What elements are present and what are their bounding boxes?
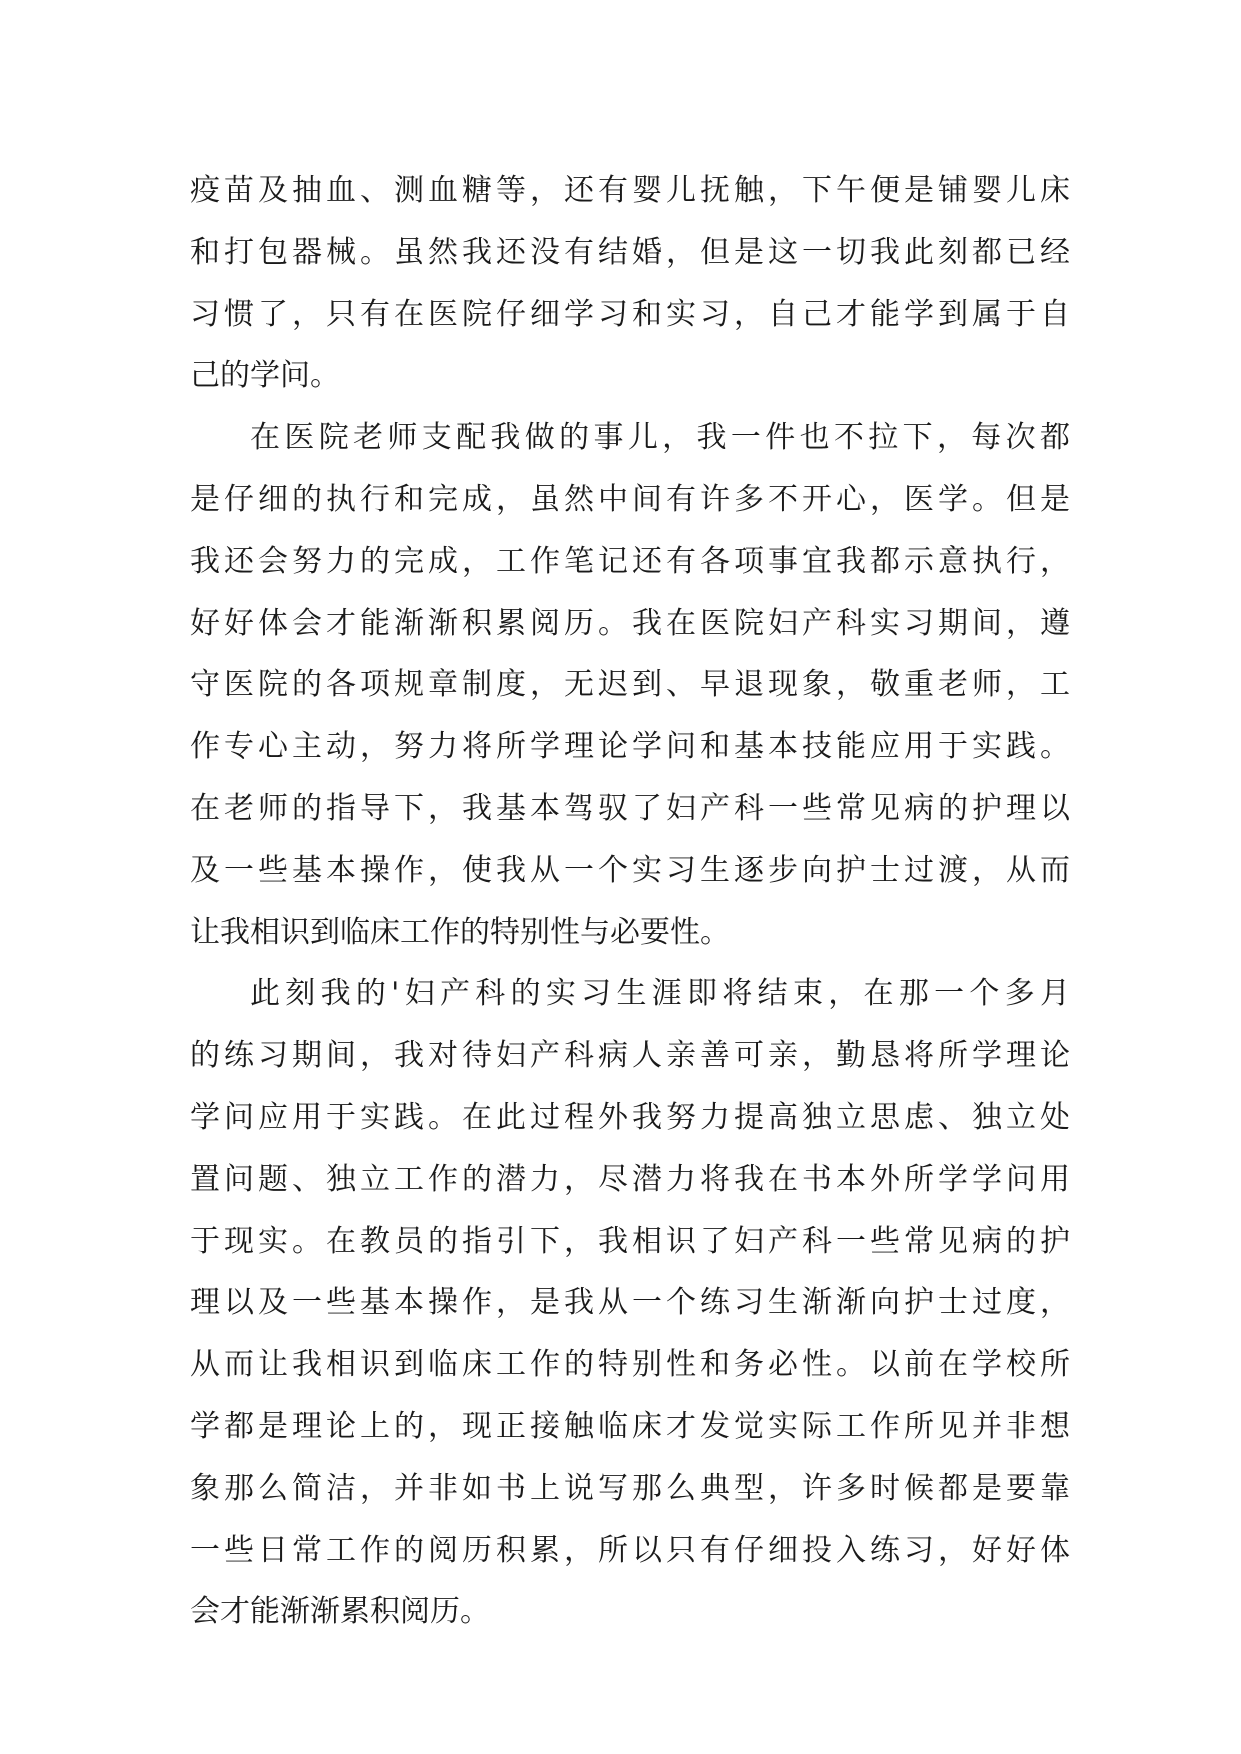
paragraph-3 [190, 963, 1070, 1643]
text-line: 会才能渐渐累积阅历。 [190, 1594, 490, 1630]
paragraph-1 [190, 160, 1070, 407]
text-line: 理以及一些基本操作，是我从一个练习生渐渐向护士过度， [190, 1285, 1070, 1321]
text-line: 作专心主动，努力将所学理论学问和基本技能应用于实践。 [190, 729, 1070, 765]
text-line: 让我相识到临床工作的特别性与必要性。 [190, 914, 730, 950]
text-line: 一些日常工作的阅历积累，所以只有仔细投入练习，好好体 [190, 1532, 1070, 1568]
text-line: 好好体会才能渐渐积累阅历。我在医院妇产科实习期间，遵 [190, 605, 1070, 641]
text-line: 和打包器械。虽然我还没有结婚，但是这一切我此刻都已经 [190, 234, 1070, 270]
text-line: 我还会努力的完成，工作笔记还有各项事宜我都示意执行， [190, 543, 1070, 579]
text-line: 象那么简洁，并非如书上说写那么典型，许多时候都是要靠 [190, 1470, 1070, 1506]
text-line: 在医院老师支配我做的事儿，我一件也不拉下，每次都 [250, 420, 1070, 456]
text-line: 及一些基本操作，使我从一个实习生逐步向护士过渡，从而 [190, 852, 1070, 888]
text-line: 在老师的指导下，我基本驾驭了妇产科一些常见病的护理以 [190, 790, 1070, 826]
text-line: 从而让我相识到临床工作的特别性和务必性。以前在学校所 [190, 1347, 1070, 1383]
body-text [190, 160, 1070, 1643]
text-line: 学都是理论上的，现正接触临床才发觉实际工作所见并非想 [190, 1408, 1070, 1444]
text-line: 守医院的各项规章制度，无迟到、早退现象，敬重老师，工 [190, 667, 1070, 703]
text-line: 的练习期间，我对待妇产科病人亲善可亲，勤恳将所学理论 [190, 1038, 1070, 1074]
text-line: 置问题、独立工作的潜力，尽潜力将我在书本外所学学问用 [190, 1161, 1070, 1197]
text-line: 习惯了，只有在医院仔细学习和实习，自己才能学到属于自 [190, 296, 1070, 332]
text-line: 是仔细的执行和完成，虽然中间有许多不开心，医学。但是 [190, 481, 1070, 517]
text-line: 己的学问。 [190, 358, 340, 394]
paragraph-2 [190, 407, 1070, 963]
text-line: 此刻我的'妇产科的实习生涯即将结束，在那一个多月 [250, 976, 1070, 1012]
text-line: 于现实。在教员的指引下，我相识了妇产科一些常见病的护 [190, 1223, 1070, 1259]
text-line: 疫苗及抽血、测血糖等，还有婴儿抚触，下午便是铺婴儿床 [190, 173, 1070, 208]
text-line: 学问应用于实践。在此过程外我努力提高独立思虑、独立处 [190, 1099, 1070, 1135]
